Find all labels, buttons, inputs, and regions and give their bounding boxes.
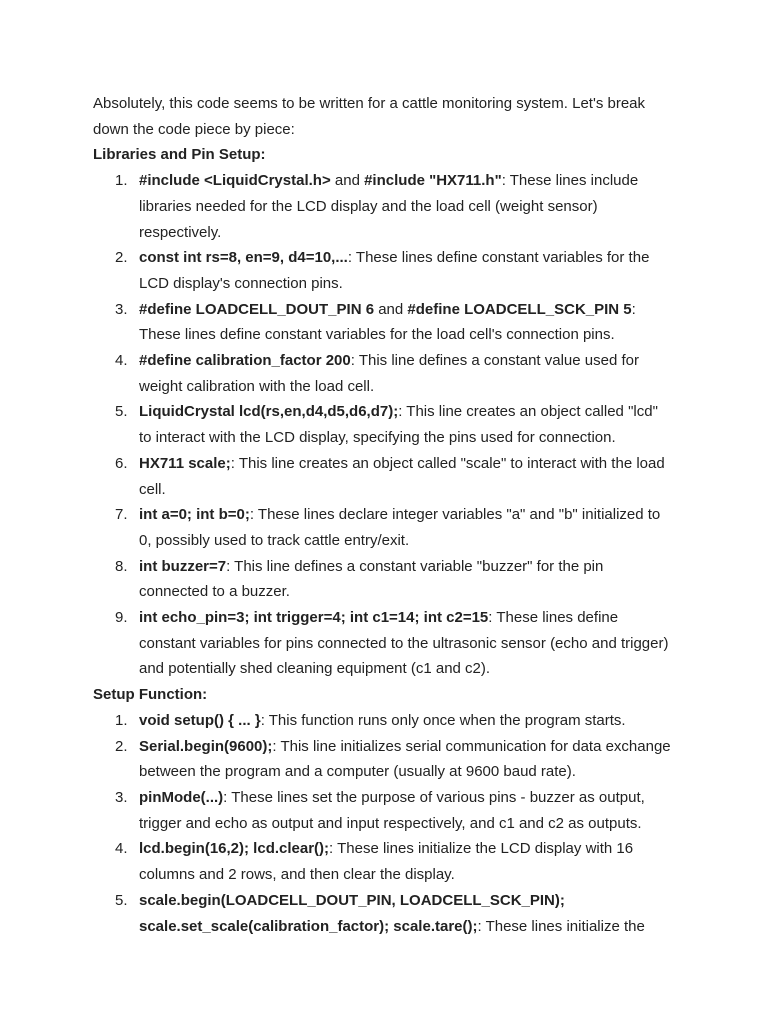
list-item: [93, 785, 673, 836]
code-snippet: #define LOADCELL_DOUT_PIN 6: [139, 300, 375, 318]
list-item: [93, 245, 673, 296]
list-item: [93, 708, 673, 734]
list-item-number: 5.: [115, 403, 128, 421]
code-snippet: scale.begin(LOADCELL_DOUT_PIN, LOADCELL_SCK_PIN); scale.set_scale(calibration_factor); scale.tare();: [139, 891, 565, 935]
explanation-text: : These lines declare integer variables "a" and "b" initialized to 0, possibly used to track cattle entry/exit.: [139, 506, 661, 549]
document-page: [93, 91, 673, 939]
list-item: [93, 836, 673, 887]
list-item: [93, 297, 673, 348]
list-item-number: 2.: [115, 737, 128, 755]
list-item-number: 9.: [115, 609, 128, 627]
section-heading: Libraries and Pin Setup:: [93, 146, 266, 164]
explanation-text: : These lines define constant variables for the LCD display's connection pins.: [139, 249, 650, 292]
code-snippet: LiquidCrystal lcd(rs,en,d4,d5,d6,d7);: [139, 403, 399, 421]
section-heading: Setup Function:: [93, 686, 208, 704]
list-item-number: 3.: [115, 788, 128, 806]
code-snippet-secondary: #define LOADCELL_SCK_PIN 5: [407, 300, 632, 318]
list-item-number: 7.: [115, 506, 128, 524]
explanation-text: : This line defines a constant value used for weight calibration with the load cell.: [139, 352, 639, 395]
code-snippet-secondary: #include "HX711.h": [364, 172, 502, 190]
list-item: [93, 605, 673, 682]
list-item-number: 6.: [115, 454, 128, 472]
list-item-number: 4.: [115, 840, 128, 858]
list-item-number: 8.: [115, 557, 128, 575]
connector-text: and: [330, 172, 365, 190]
list-item: [93, 734, 673, 785]
list-item: [93, 168, 673, 245]
connector-text: and: [374, 300, 408, 318]
code-snippet: pinMode(...): [139, 788, 224, 806]
code-snippet: int a=0; int b=0;: [139, 506, 250, 524]
list-item: [93, 399, 673, 450]
code-snippet: const int rs=8, en=9, d4=10,...: [139, 249, 348, 267]
explanation-text: : This line creates an object called "scale" to interact with the load cell.: [139, 454, 665, 498]
explanation-text: : These lines initialize the: [477, 917, 645, 935]
list-item: [93, 502, 673, 553]
explanation-text: : These lines initialize the LCD display with 16 columns and 2 rows, and then clear the display.: [139, 840, 634, 884]
list-item-number: 4.: [115, 352, 128, 370]
numbered-list: [93, 168, 673, 682]
list-item: [93, 888, 673, 939]
code-snippet: int buzzer=7: [139, 557, 227, 575]
explanation-text: : This function runs only once when the program starts.: [260, 711, 626, 729]
code-snippet: #include <LiquidCrystal.h>: [139, 172, 331, 190]
list-item-number: 1.: [115, 172, 128, 190]
list-item-number: 3.: [115, 300, 128, 318]
explanation-text: : These lines define constant variables for pins connected to the ultrasonic sensor (echo and trigger) and potentially shed cleaning equipment (c1 and c2).: [139, 609, 669, 678]
explanation-text: : These lines define constant variables for the load cell's connection pins.: [139, 300, 636, 344]
list-item-number: 1.: [115, 711, 128, 729]
explanation-text: : These lines include libraries needed for the LCD display and the load cell (weight sensor) respectively.: [139, 172, 639, 241]
explanation-text: : This line initializes serial communication for data exchange between the program and a computer (usually at 9600 baud rate).: [139, 737, 671, 781]
intro-paragraph: Absolutely, this code seems to be written for a cattle monitoring system. Let's break down the code piece by piece:: [93, 95, 646, 138]
list-item: [93, 348, 673, 399]
list-item: [93, 554, 673, 605]
code-snippet: Serial.begin(9600);: [139, 737, 273, 755]
code-snippet: lcd.begin(16,2); lcd.clear();: [139, 840, 330, 858]
list-item-number: 5.: [115, 891, 128, 909]
sections-container: [93, 142, 673, 939]
code-snippet: void setup() { ... }: [139, 711, 261, 729]
explanation-text: : This line creates an object called "lcd" to interact with the LCD display, specifying the pins used for connection.: [139, 403, 658, 447]
code-snippet: #define calibration_factor 200: [139, 352, 351, 370]
explanation-text: : These lines set the purpose of various pins - buzzer as output, trigger and echo as output and input respectively, and c1 and c2 as outputs.: [139, 788, 645, 832]
list-item-number: 2.: [115, 249, 128, 267]
code-snippet: int echo_pin=3; int trigger=4; int c1=14; int c2=15: [139, 609, 489, 627]
code-snippet: HX711 scale;: [139, 454, 231, 472]
list-item: [93, 451, 673, 502]
numbered-list: [93, 708, 673, 939]
explanation-text: : This line defines a constant variable "buzzer" for the pin connected to a buzzer.: [139, 557, 604, 601]
